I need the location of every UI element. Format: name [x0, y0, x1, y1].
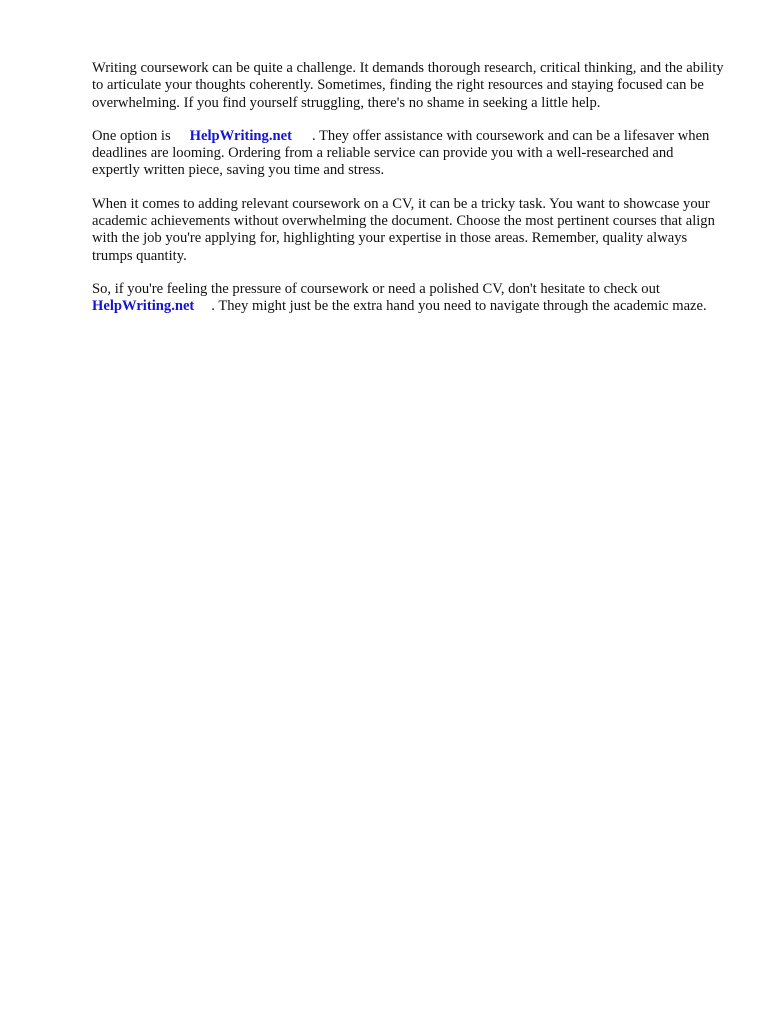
paragraph-option-after: . They offer assistance with coursework and can be a lifesaver when deadlines are looming. Ordering from a reliable service can provide you with a well-researched and expertly written piece, saving you time and stress.: [92, 127, 710, 179]
helpwriting-link[interactable]: HelpWriting.net: [189, 127, 292, 144]
paragraph-closing-before: So, if you're feeling the pressure of coursework or need a polished CV, don't hesitate to check out: [92, 280, 660, 297]
paragraph-intro: [92, 60, 724, 112]
paragraph-closing-after: . They might just be the extra hand you need to navigate through the academic maze.: [211, 298, 707, 315]
paragraph-option: [92, 128, 724, 180]
paragraph-cv-text: When it comes to adding relevant coursework on a CV, it can be a tricky task. You want to showcase your academic achievements without overwhelming the document. Choose the most pertinent courses that align with the job you're applying for, highlighting your expertise in those areas. Remember, quality always trumps quantity.: [92, 195, 715, 264]
helpwriting-link-2[interactable]: HelpWriting.net: [92, 298, 195, 315]
paragraph-closing: [92, 281, 724, 316]
paragraph-cv: [92, 196, 724, 265]
document-page: [92, 60, 724, 332]
paragraph-option-before: One option is: [92, 127, 171, 144]
paragraph-intro-text: Writing coursework can be quite a challenge. It demands thorough research, critical thinking, and the ability to articulate your thoughts coherently. Sometimes, finding the right resources and staying focused can be overwhelming. If you find yourself struggling, there's no shame in seeking a little help.: [92, 60, 724, 111]
